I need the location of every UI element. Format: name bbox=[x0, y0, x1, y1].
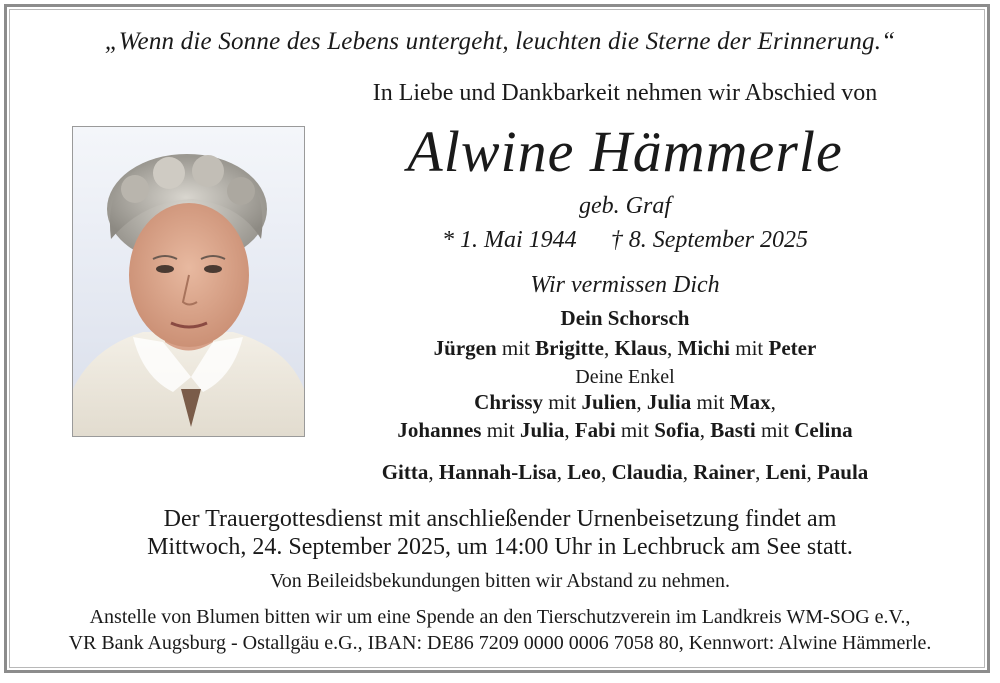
portrait-photo bbox=[72, 126, 305, 437]
mourner-name: Gitta bbox=[381, 460, 429, 484]
mourner-connector: mit bbox=[481, 418, 520, 442]
mourner-line-children bbox=[350, 336, 900, 361]
portrait-illustration bbox=[73, 127, 304, 436]
mourner-name: Jürgen bbox=[433, 336, 497, 360]
death-date: † 8. September 2025 bbox=[610, 227, 808, 253]
mourner-name: Rainer bbox=[693, 460, 756, 484]
mourner-connector: , bbox=[806, 460, 817, 484]
birth-name: geb. Graf bbox=[579, 193, 671, 219]
donation-line-1: Anstelle von Blumen bitten wir um eine Spende an den Tierschutzverein im Landkreis WM-SOG e.V., bbox=[89, 606, 911, 628]
mourner-name: Claudia bbox=[611, 460, 683, 484]
mourner-line-others bbox=[350, 460, 900, 485]
mourner-name: Julien bbox=[581, 390, 637, 414]
condolence-note: Von Beileidsbekundungen bitten wir Abstand zu nehmen. bbox=[269, 570, 731, 592]
mourner-name: Sofia bbox=[654, 418, 700, 442]
deceased-name: Alwine Hämmerle bbox=[407, 119, 843, 184]
mourner-name: Michi bbox=[677, 336, 731, 360]
mourner-connector: mit bbox=[615, 418, 655, 442]
miss-you-text: Wir vermissen Dich bbox=[530, 272, 720, 298]
mourner-name: Dein Schorsch bbox=[560, 306, 690, 330]
donation-line-2: VR Bank Augsburg - Ostallgäu e.G., IBAN: DE86 7209 0000 0006 7058 80, Kennwort: Alwine Hämmerle. bbox=[68, 632, 932, 654]
mourner-name: Klaus bbox=[614, 336, 668, 360]
mourner-line-spouse bbox=[350, 306, 900, 331]
mourner-connector: , bbox=[699, 418, 711, 442]
mourner-name: Johannes bbox=[397, 418, 482, 442]
mourner-connector: , bbox=[682, 460, 694, 484]
grandchildren-label: Deine Enkel bbox=[575, 366, 675, 388]
mourner-name: Fabi bbox=[574, 418, 616, 442]
mourner-name: Julia bbox=[519, 418, 565, 442]
service-line-1: Der Trauergottesdienst mit anschließender Urnenbeisetzung findet am bbox=[163, 506, 837, 532]
mourner-connector: mit bbox=[730, 336, 769, 360]
birth-date: * 1. Mai 1944 bbox=[442, 227, 577, 253]
mourner-name: Peter bbox=[768, 336, 817, 360]
mourner-line-grandchildren-1 bbox=[350, 390, 900, 415]
service-line-2: Mittwoch, 24. September 2025, um 14:00 Uhr in Lechbruck am See statt. bbox=[147, 534, 853, 560]
mourner-name: Julia bbox=[646, 390, 692, 414]
mourner-name: Chrissy bbox=[474, 390, 544, 414]
mourner-connector: , bbox=[603, 336, 615, 360]
mourner-connector: , bbox=[556, 460, 568, 484]
mourner-connector: , bbox=[755, 460, 766, 484]
life-dates bbox=[350, 227, 900, 254]
mourner-connector: mit bbox=[496, 336, 536, 360]
mourner-connector: mit bbox=[543, 390, 582, 414]
mourner-line-grandchildren-2 bbox=[350, 418, 900, 443]
mourner-name: Leo bbox=[567, 460, 602, 484]
mourner-name: Celina bbox=[794, 418, 853, 442]
mourner-connector: , bbox=[770, 390, 776, 414]
mourner-connector: mit bbox=[691, 390, 730, 414]
mourner-connector: , bbox=[667, 336, 678, 360]
mourner-connector: , bbox=[601, 460, 612, 484]
mourner-name: Basti bbox=[710, 418, 756, 442]
mourner-name: Max bbox=[729, 390, 771, 414]
mourner-name: Hannah-Lisa bbox=[438, 460, 557, 484]
mourner-name: Brigitte bbox=[535, 336, 604, 360]
memorial-quote: „Wenn die Sonne des Lebens untergeht, leuchten die Sterne der Erinnerung.“ bbox=[104, 28, 896, 55]
mourner-connector: , bbox=[636, 390, 647, 414]
mourner-name: Leni bbox=[765, 460, 807, 484]
mourner-name: Paula bbox=[816, 460, 869, 484]
mourner-connector: , bbox=[428, 460, 439, 484]
intro-text: In Liebe und Dankbarkeit nehmen wir Abschied von bbox=[372, 80, 878, 106]
mourner-connector: mit bbox=[755, 418, 795, 442]
mourner-connector: , bbox=[564, 418, 575, 442]
